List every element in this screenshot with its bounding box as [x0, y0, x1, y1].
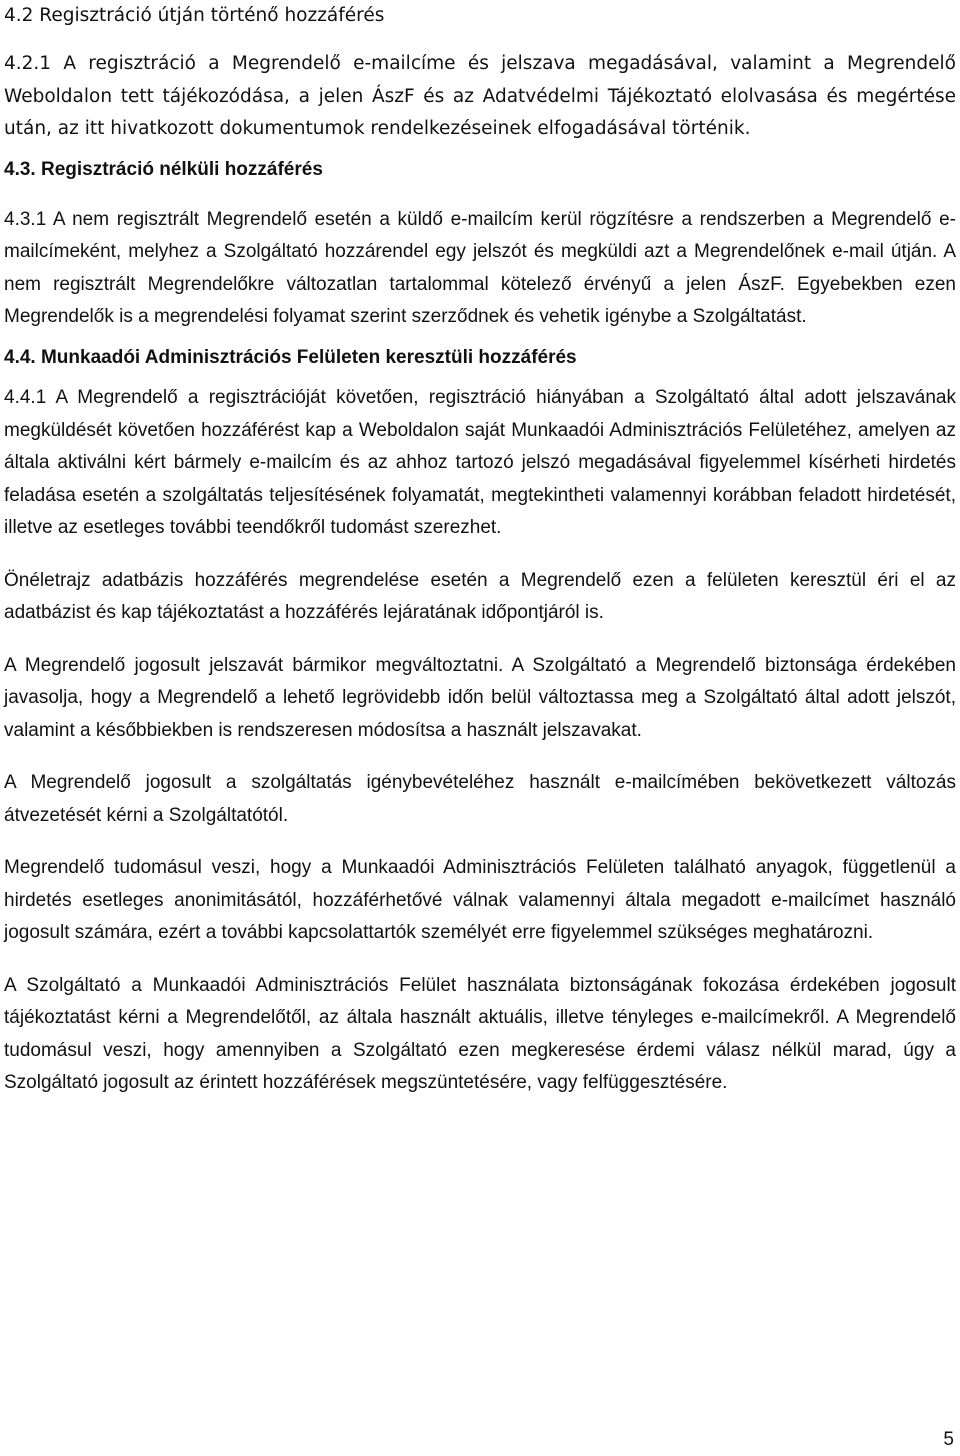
- paragraph-security-inquiry: A Szolgáltató a Munkaadói Adminisztrációs Felület használata biztonságának fokozása érdekében jogosult tájékoztatást kérni a Megrendelőtől, az általa használt aktuális, illetve tényleges e-mailcímekről. A Megrendelő tudomásul veszi, hogy amennyiben a Szolgáltató ezen megkeresése érdemi válasz nélkül marad, úgy a Szolgáltató jogosult az érintett hozzáférések megszüntetésére, vagy felfüggesztésére.: [4, 974, 956, 1093]
- section-4-2-heading: 4.2 Regisztráció útján történő hozzáférés: [4, 5, 385, 26]
- section-4-3-heading: 4.3. Regisztráció nélküli hozzáférés: [4, 158, 323, 180]
- paragraph-cv-database: Önéletrajz adatbázis hozzáférés megrendelése esetén a Megrendelő ezen a felületen keresztül éri el az adatbázist és kap tájékoztatást a hozzáférés lejáratának időpontjáról is.: [4, 569, 956, 623]
- paragraph-access-materials: Megrendelő tudomásul veszi, hogy a Munkaadói Adminisztrációs Felületen található anyagok, függetlenül a hirdetés esetleges anonimitásától, hozzáférhetővé válnak valamennyi általa megadott e-mailcímet használó jogosult számára, ezért a további kapcsolattartók személyét erre figyelemmel szükséges meghatározni.: [4, 857, 956, 943]
- paragraph-4-2-1: 4.2.1 A regisztráció a Megrendelő e-mailcíme és jelszava megadásával, valamint a Megrendelő Weboldalon tett tájékozódása, a jelen ÁszF és az Adatvédelmi Tájékoztató elolvasása és megértése után, az itt hivatkozott dokumentumok rendelkezéseinek elfogadásával történik.: [4, 53, 956, 139]
- document-page: [4, 0, 956, 1100]
- page-number: 5: [943, 1429, 954, 1450]
- paragraph-email-change: A Megrendelő jogosult a szolgáltatás igénybevételéhez használt e-mailcímében bekövetkezett változás átvezetését kérni a Szolgáltatótól.: [4, 772, 956, 826]
- section-4-4-heading: 4.4. Munkaadói Adminisztrációs Felületen keresztüli hozzáférés: [4, 346, 577, 368]
- paragraph-4-3-1: 4.3.1 A nem regisztrált Megrendelő esetén a küldő e-mailcím kerül rögzítésre a rendszerben a Megrendelő e-mailcímeként, melyhez a Szolgáltató hozzárendel egy jelszót és megküldi azt a Megrendelőnek e-mail útján. A nem regisztrált Megrendelőkre változatlan tartalommal kötelező érvényű a jelen ÁszF. Egyebekben ezen Megrendelők is a megrendelési folyamat szerint szerződnek és vehetik igénybe a Szolgáltatást.: [4, 208, 956, 327]
- paragraph-4-4-1: 4.4.1 A Megrendelő a regisztrációját követően, regisztráció hiányában a Szolgáltató által adott jelszavának megküldését követően hozzáférést kap a Weboldalon saját Munkaadói Adminisztrációs Felületéhez, amelyen az általa aktiválni kért bármely e-mailcím és az ahhoz tartozó jelszó megadásával figyelemmel kísérheti hirdetés feladása esetén a szolgáltatás teljesítésének folyamatát, megtekintheti valamennyi korábban feladott hirdetését, illetve az esetleges további teendőkről tudomást szerezhet.: [4, 387, 956, 538]
- paragraph-password-change: A Megrendelő jogosult jelszavát bármikor megváltoztatni. A Szolgáltató a Megrendelő biztonsága érdekében javasolja, hogy a Megrendelő a lehető legrövidebb időn belül változtassa meg a Szolgáltató által adott jelszót, valamint a későbbiekben is rendszeresen módosítsa a használt jelszavakat.: [4, 654, 956, 741]
